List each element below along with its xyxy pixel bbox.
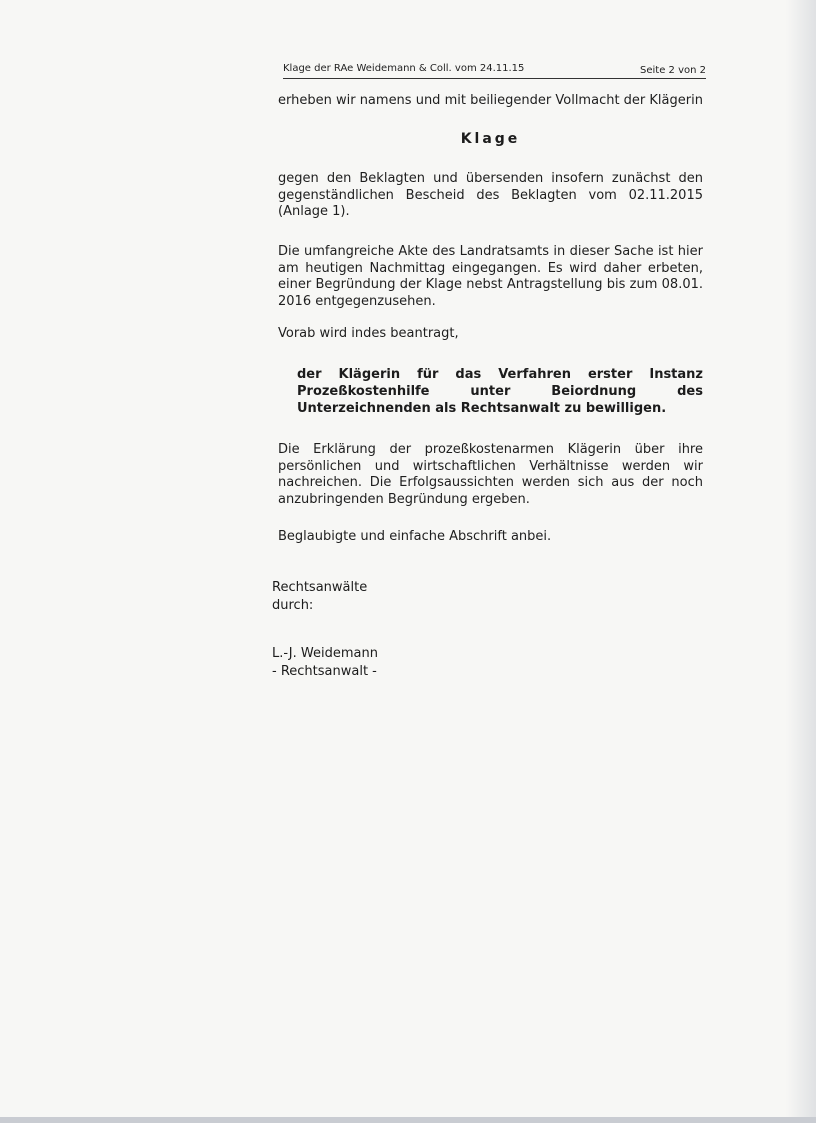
- scan-bottom-edge: [0, 1117, 816, 1123]
- intro-line: erheben wir namens und mit beiliegender Vollmacht der Klägerin: [278, 93, 703, 108]
- signer-role: - Rechtsanwalt -: [272, 664, 377, 679]
- motion-text: der Klägerin für das Verfahren erster Instanz Prozeßkostenhilfe unter Beiordnung des Unterzeichnenden als Rechtsanwalt zu bewilligen.: [297, 367, 703, 416]
- signature-block: [272, 645, 572, 681]
- document-title: Klage: [460, 131, 521, 147]
- paragraph-declaration: Die Erklärung der prozeßkostenarmen Klägerin über ihre persönlichen und wirtschaftlichen Verhältnisse werden wir nachreichen. Die Erfolgsaussichten werden sich aus der noch anzubringenden Begründung ergeben.: [278, 442, 703, 507]
- signer-name: L.-J. Weidemann: [272, 646, 378, 661]
- page-header: [283, 62, 706, 79]
- closing-block: [272, 579, 572, 615]
- header-reference: Klage der RAe Weidemann & Coll. vom 24.11.15: [283, 63, 525, 74]
- page-number: Seite 2 von 2: [640, 65, 706, 76]
- paragraph-copies: Beglaubigte und einfache Abschrift anbei.: [278, 529, 552, 544]
- closing-by: durch:: [272, 598, 314, 613]
- paragraph-files: Die umfangreiche Akte des Landratsamts in dieser Sache ist hier am heutigen Nachmittag eingegangen. Es wird daher erbeten, einer Begründung der Klage nebst Antragstellung bis zum 08.01. 2016 entgegenzusehen.: [278, 244, 703, 309]
- scan-edge-shadow: [786, 0, 816, 1123]
- closing-firm: Rechtsanwälte: [272, 580, 368, 595]
- paragraph-request: Vorab wird indes beantragt,: [278, 326, 459, 341]
- paragraph-against: gegen den Beklagten und übersenden insofern zunächst den gegenständlichen Bescheid des Beklagten vom 02.11.2015 (Anlage 1).: [278, 171, 703, 219]
